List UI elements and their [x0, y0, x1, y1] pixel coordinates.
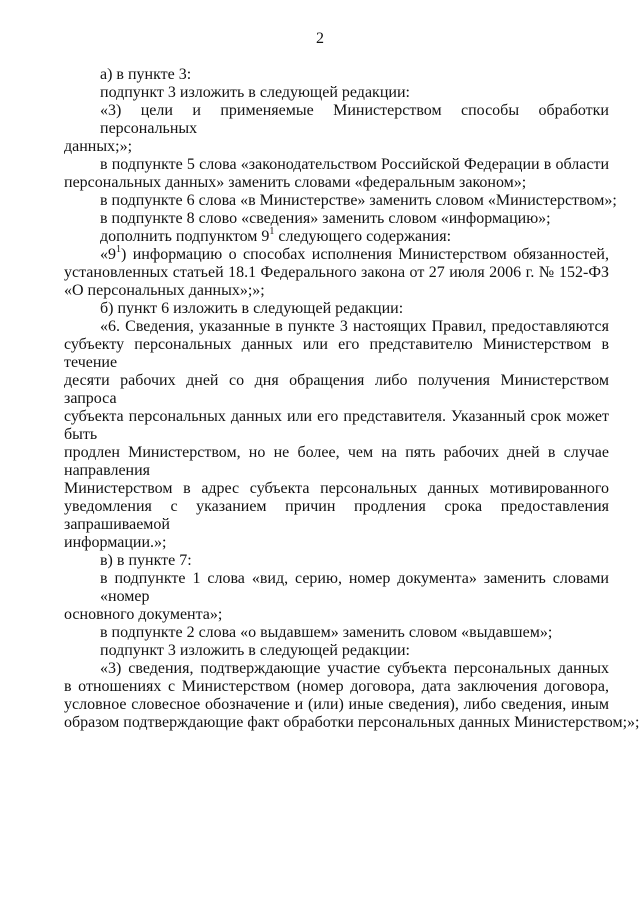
- paragraph-subitem-5-line1: в подпункте 5 слова «законодательством Российской Федерации в области: [100, 156, 609, 173]
- paragraph-item-6-line4: субъекта персональных данных или его представителя. Указанный срок может быть: [64, 408, 609, 443]
- paragraph-subitem-3-text-line2: данных;»;: [64, 138, 133, 155]
- subitem-text: ) информацию о способах исполнения Министерством обязанностей,: [121, 246, 609, 263]
- paragraph-item-a: а) в пункте 3:: [100, 66, 192, 83]
- paragraph-subitem-8: в подпункте 8 слово «сведения» заменить словом «информацию»;: [100, 210, 551, 227]
- paragraph-item-b: б) пункт 6 изложить в следующей редакции:: [100, 300, 404, 317]
- paragraph-subitem-2: в подпункте 2 слова «о выдавшем» заменить словом «выдавшем»;: [100, 624, 553, 641]
- paragraph-subitem-1-line2: основного документа»;: [64, 606, 223, 623]
- paragraph-subitem-5-line2: персональных данных» заменить словами «федеральным законом»;: [64, 174, 527, 191]
- add-subitem-text: дополнить подпунктом 9: [100, 228, 270, 245]
- superscript: 1: [116, 243, 121, 255]
- paragraph-item-6-line3: десяти рабочих дней со дня обращения либо получения Министерством запроса: [64, 372, 609, 407]
- paragraph-subitem-3-heading-2: подпункт 3 изложить в следующей редакции:: [100, 642, 410, 659]
- document-body: [64, 66, 640, 732]
- paragraph-item-6-line6: Министерством в адрес субъекта персональных данных мотивированного: [64, 480, 609, 497]
- superscript: 1: [269, 225, 275, 237]
- paragraph-subitem-3-new-line1: «3) сведения, подтверждающие участие субъекта персональных данных: [100, 660, 609, 677]
- paragraph-item-6-line7: уведомления с указанием причин продления срока предоставления запрашиваемой: [64, 498, 609, 533]
- add-subitem-text-end: следующего содержания:: [274, 228, 452, 245]
- subitem-number: «9: [100, 246, 116, 263]
- paragraph-subitem-3-new-line3: условное словесное обозначение и (или) иные сведения), либо сведения, иным: [64, 696, 609, 713]
- paragraph-subitem-3-text-line1: «3) цели и применяемые Министерством способы обработки персональных: [100, 102, 609, 137]
- paragraph-subitem-9-1-line2: установленных статьей 18.1 Федерального закона от 27 июля 2006 г. № 152-ФЗ: [64, 264, 609, 281]
- page-number: 2: [316, 30, 324, 47]
- paragraph-item-6-line2: субъекту персональных данных или его представителю Министерством в течение: [64, 336, 609, 371]
- paragraph-subitem-9-1-line1: [64, 243, 609, 264]
- paragraph-subitem-3-heading: подпункт 3 изложить в следующей редакции:: [100, 84, 410, 101]
- paragraph-subitem-6: в подпункте 6 слова «в Министерстве» заменить словом «Министерством»;: [100, 192, 617, 209]
- paragraph-subitem-9-1-line3: «О персональных данных»;»;: [64, 282, 265, 299]
- paragraph-subitem-3-new-line2: в отношениях с Министерством (номер договора, дата заключения договора,: [64, 678, 609, 695]
- paragraph-subitem-1-line1: в подпункте 1 слова «вид, серию, номер документа» заменить словами «номер: [100, 570, 609, 605]
- paragraph-item-6-line5: продлен Министерством, но не более, чем на пять рабочих дней в случае направления: [64, 444, 609, 479]
- paragraph-subitem-3-new-line4: образом подтверждающие факт обработки персональных данных Министерством;»;: [64, 714, 640, 731]
- paragraph-item-6-line8: информации.»;: [64, 534, 167, 551]
- paragraph-item-v: в) в пункте 7:: [100, 552, 192, 569]
- paragraph-add-subitem-9-1: [64, 225, 609, 246]
- paragraph-item-6-line1: «6. Сведения, указанные в пункте 3 настоящих Правил, предоставляются: [100, 318, 609, 335]
